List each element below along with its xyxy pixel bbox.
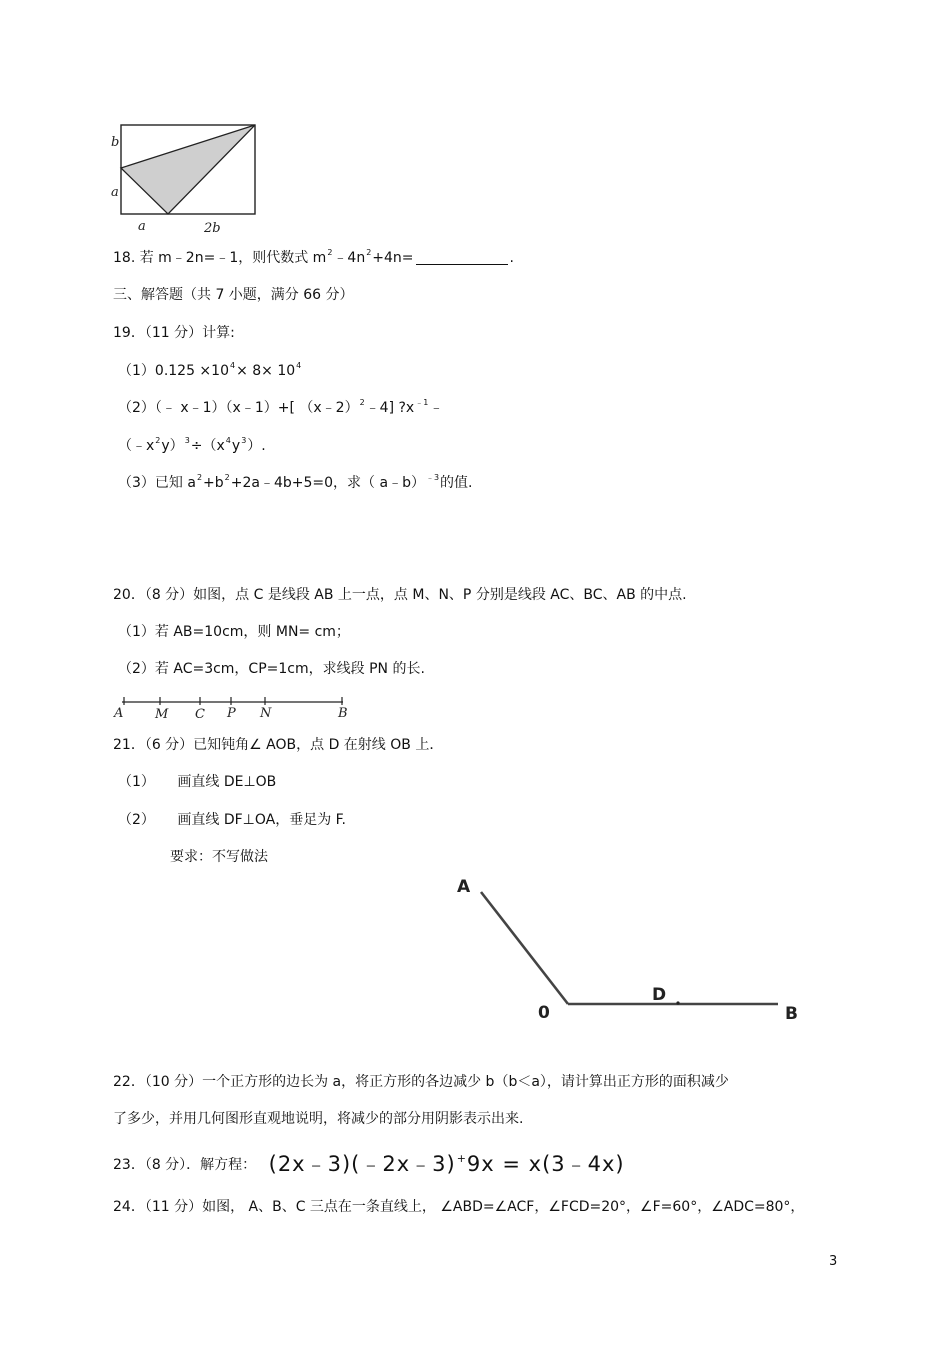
q19-part-1: [118, 362, 302, 382]
section-3-title: 三、解答题（共 7 小题，满分 66 分）: [113, 287, 354, 303]
label-2b-bottom: 2b: [204, 221, 221, 236]
q19-p2l2-text-a: （﹣x: [118, 438, 155, 454]
q21-p1-number: （1）: [118, 774, 155, 790]
q23-line: [113, 1153, 625, 1177]
shaded-triangle: [121, 125, 255, 214]
label-a: A: [457, 877, 471, 897]
label-b: B: [785, 1004, 798, 1024]
point-label-n: N: [260, 706, 272, 721]
q19-p1-sup-1: 4: [229, 361, 236, 370]
q18-number: 18.: [113, 250, 136, 266]
q19-p2-sup-2: ﹣1: [415, 398, 429, 407]
label-b-left: b: [111, 135, 120, 150]
q19-p3-text-b: +b: [203, 475, 224, 491]
q20-part-1: （1）若 AB=10cm，则 MN= cm；: [118, 624, 350, 640]
point-label-c: C: [195, 707, 205, 721]
q19-part-2-line-2: [118, 437, 266, 457]
q22-line-2: 了多少，并用几何图形直观地说明，将减少的部分用阴影表示出来.: [113, 1111, 524, 1127]
q22-line-1: 22．（10 分）一个正方形的边长为 a，将正方形的各边减少 b（b＜a），请计算出正方形的面积减少: [113, 1074, 729, 1090]
q21-p2-number: （2）: [118, 812, 155, 828]
point-label-m: M: [155, 707, 169, 721]
q19-part-3: [118, 474, 473, 494]
q19-p2l2-text-c: ÷（x: [190, 438, 225, 454]
label-a-left: a: [111, 185, 119, 200]
q19-p1-text-a: （1）0.125 ×10: [118, 363, 229, 379]
q18-end: .: [509, 250, 514, 266]
q18-text-a: 若 m﹣2n=﹣1，则代数式 m: [139, 250, 327, 266]
q19-p2l2-sup-4: 3: [241, 436, 247, 445]
q19-p2l2-sup-2: 3: [184, 436, 190, 445]
q20-segment-figure: [110, 693, 360, 721]
q19-p2-text-a: （2）（﹣ x﹣1）（x﹣1）+[ （x﹣2）: [118, 400, 359, 416]
q19-p3-sup-2: 2: [224, 473, 230, 482]
q21-part-2: [118, 811, 346, 829]
q19-p1-sup-2: 4: [296, 361, 302, 370]
q21-part-1: [118, 773, 276, 791]
q20-segment-svg: [110, 693, 360, 721]
figure-17-rectangle: [108, 118, 268, 236]
q24-line: 24．（11 分）如图， A、B、C 三点在一条直线上， ∠ABD=∠ACF，∠FCD=20°，∠F=60°，∠ADC=80°，: [113, 1199, 805, 1215]
point-label-p: P: [227, 706, 236, 721]
page-number: 3: [829, 1254, 838, 1269]
q19-heading: 19．（11 分）计算:: [113, 325, 235, 341]
q19-p2l2-sup-1: 2: [155, 436, 161, 445]
q19-p3-sup-1: 2: [196, 473, 203, 482]
q18-sup-2: 2: [366, 248, 372, 257]
q23-equation-plus: +: [456, 1152, 466, 1165]
q19-p2-text-c: ﹣: [429, 400, 444, 416]
q21-angle-svg: [448, 870, 818, 1030]
label-a-bottom: a: [138, 219, 146, 234]
q19-p3-text-a: （3）已知 a: [118, 475, 196, 491]
point-d-dot: [676, 1001, 679, 1004]
q19-p3-text-c: +2a﹣4b+5=0，求（ a﹣b）: [230, 475, 425, 491]
q19-p2l2-text-e: ）.: [247, 438, 266, 454]
q19-p2-sup-1: 2: [359, 398, 365, 407]
q19-p2-text-b: ﹣4] ?x: [365, 400, 415, 416]
q19-p2l2-text-b: y）: [161, 438, 184, 454]
q19-part-2: [118, 399, 443, 419]
point-label-a: A: [114, 706, 124, 721]
q21-angle-figure: [448, 870, 818, 1030]
ray-oa: [481, 892, 568, 1004]
q20-part-2: （2）若 AC=3cm，CP=1cm，求线段 PN 的长.: [118, 661, 425, 677]
point-label-b: B: [338, 706, 348, 721]
q18-text-b: ﹣4n: [333, 250, 366, 266]
q19-p1-text-b: × 8× 10: [236, 363, 296, 379]
q21-p2-text: 画直线 DF⊥OA，垂足为 F.: [177, 812, 346, 828]
q19-p3-sup-3: ﹣3: [425, 473, 440, 482]
label-o: 0: [538, 1003, 550, 1023]
q23-heading: 23．（8 分）．解方程：: [113, 1157, 257, 1173]
q18-answer-blank[interactable]: [416, 250, 508, 265]
question-18: [113, 249, 514, 269]
q18-text-c: +4n=: [372, 250, 414, 266]
label-d: D: [652, 985, 667, 1005]
q18-sup-1: 2: [327, 248, 333, 257]
figure-17-svg: [108, 118, 268, 236]
q19-p2l2-text-d: y: [231, 438, 241, 454]
q21-requirement: 要求：不写做法: [170, 849, 268, 865]
q21-p1-text: 画直线 DE⊥OB: [177, 774, 277, 790]
q23-equation-left: (2x﹣3)(﹣2x﹣3): [268, 1152, 456, 1176]
q20-heading: 20．（8 分）如图，点 C 是线段 AB 上一点，点 M、N、P 分别是线段 AC、BC、AB 的中点.: [113, 587, 687, 603]
q23-equation-right: 9x = x(3﹣4x): [466, 1152, 625, 1176]
q19-p2l2-sup-3: 4: [225, 436, 231, 445]
q19-p3-text-d: 的值.: [440, 475, 473, 491]
q21-heading: 21．（6 分）已知钝角∠ AOB，点 D 在射线 OB 上．: [113, 737, 444, 753]
